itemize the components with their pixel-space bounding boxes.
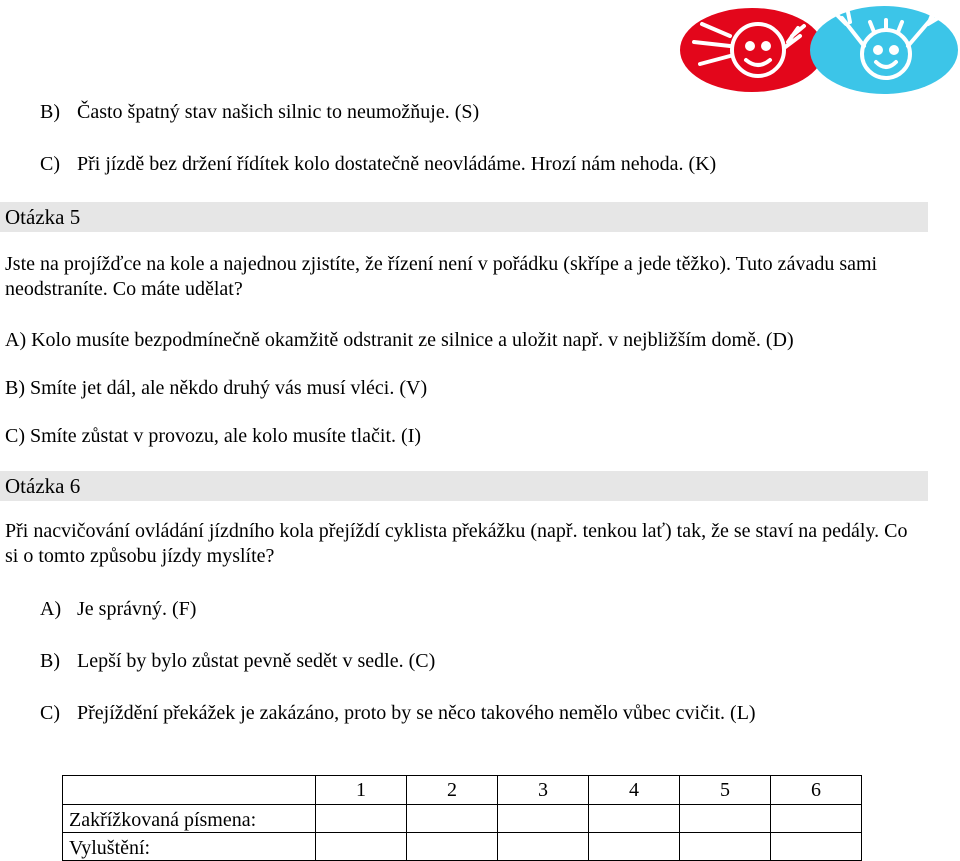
- answer-row-solution-label: Vyluštění:: [63, 833, 316, 861]
- option-prev-b: B) Často špatný stav našich silnic to neumožňuje. (S): [40, 101, 480, 123]
- solution-cell-3[interactable]: [498, 833, 589, 861]
- solution-cell-2[interactable]: [407, 833, 498, 861]
- answer-row-letters: [63, 805, 862, 833]
- answer-number-4: 4: [589, 776, 680, 805]
- kids-logo: [680, 6, 960, 96]
- letter-cell-2[interactable]: [407, 805, 498, 833]
- answer-row-solution: [63, 833, 862, 861]
- answer-number-5: 5: [680, 776, 771, 805]
- question-6-option-c: C) Přejíždění překážek je zakázáno, proto by se něco takového nemělo vůbec cvičit. (L): [40, 702, 756, 724]
- answer-row-letters-label: Zakřížkovaná písmena:: [63, 805, 316, 833]
- answer-table: [62, 775, 862, 861]
- answer-number-6: 6: [771, 776, 862, 805]
- question-6-option-b: B) Lepší by bylo zůstat pevně sedět v sedle. (C): [40, 650, 436, 672]
- question-5-heading: Otázka 5: [0, 202, 928, 232]
- question-6-text: Při nacvičování ovládání jízdního kola přejíždí cyklista překážku (např. tenkou lať) tak, že se staví na pedály. Co si o tomto způsobu jízdy myslíte?: [5, 520, 908, 567]
- answer-number-2: 2: [407, 776, 498, 805]
- solution-cell-4[interactable]: [589, 833, 680, 861]
- letter-cell-5[interactable]: [680, 805, 771, 833]
- question-5-text: Jste na projížďce na kole a najednou zjistíte, že řízení není v pořádku (skřípe a jede těžko). Tuto závadu sami neodstraníte. Co máte udělat?: [5, 253, 878, 300]
- solution-cell-6[interactable]: [771, 833, 862, 861]
- question-6-heading: Otázka 6: [0, 471, 928, 501]
- letter-cell-1[interactable]: [316, 805, 407, 833]
- letter-cell-6[interactable]: [771, 805, 862, 833]
- question-5-option-b: B) Smíte jet dál, ale někdo druhý vás musí vléci. (V): [5, 377, 428, 399]
- question-6-option-a: A) Je správný. (F): [40, 598, 197, 620]
- letter-cell-4[interactable]: [589, 805, 680, 833]
- question-5-option-c: C) Smíte zůstat v provozu, ale kolo musíte tlačit. (I): [5, 425, 422, 447]
- answer-number-3: 3: [498, 776, 589, 805]
- answer-table-corner: [63, 776, 316, 805]
- answer-table-header-row: [63, 776, 862, 805]
- option-prev-c: C) Při jízdě bez držení řídítek kolo dostatečně neovládáme. Hrozí nám nehoda. (K): [40, 153, 717, 175]
- question-5-option-a: A) Kolo musíte bezpodmínečně okamžitě odstranit ze silnice a uložit např. v nejbližším domě. (D): [5, 329, 794, 351]
- letter-cell-3[interactable]: [498, 805, 589, 833]
- solution-cell-1[interactable]: [316, 833, 407, 861]
- answer-number-1: 1: [316, 776, 407, 805]
- solution-cell-5[interactable]: [680, 833, 771, 861]
